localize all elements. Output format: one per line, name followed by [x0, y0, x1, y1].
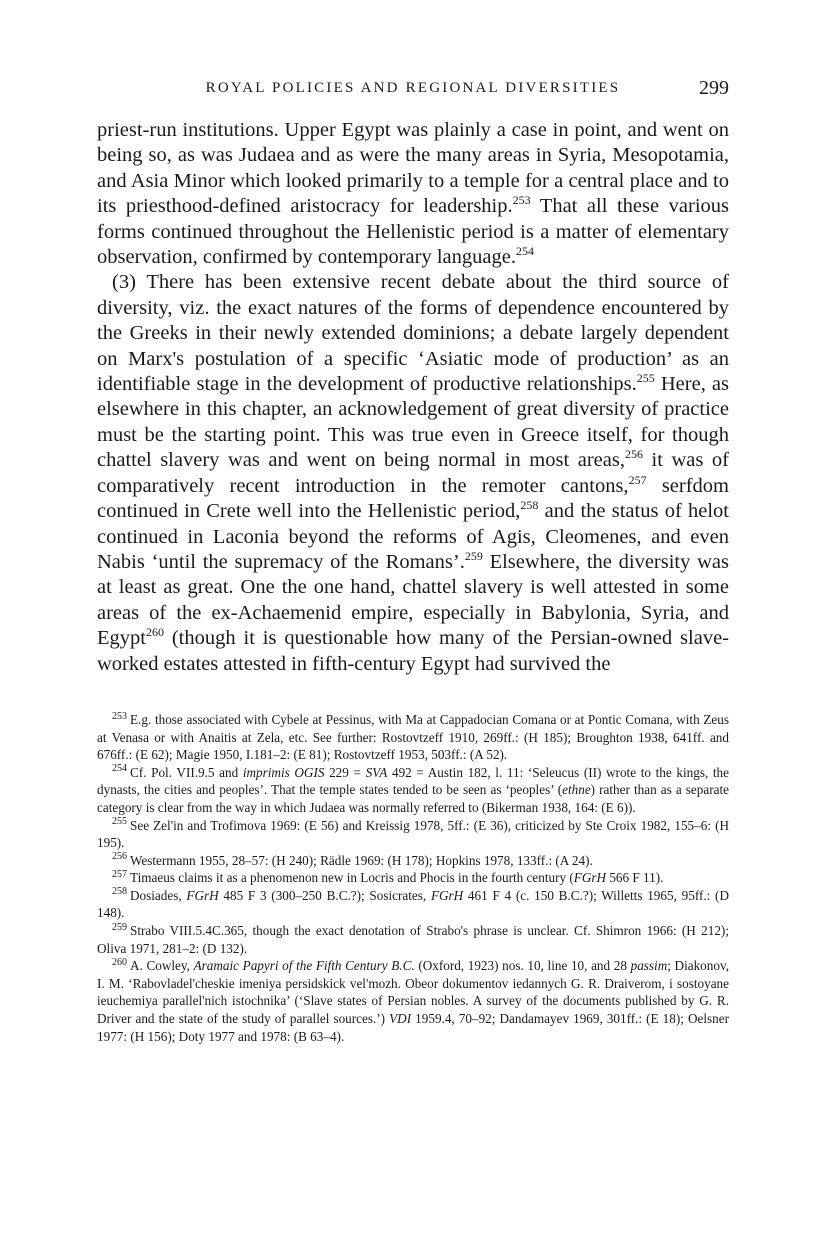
- main-text: [97, 118, 729, 677]
- book-page: [97, 77, 730, 1045]
- footnote-text: See Zel'in and Trofimova 1969: (E 56) and Kreissig 1978, 5ff.: (E 36), criticized by Ste Croix 1982, 155–6: (H 195).: [97, 817, 729, 851]
- footnote-italic: FGrH: [186, 887, 219, 903]
- footnote-number: 254: [112, 763, 127, 775]
- footnote-text: 461 F 4 (c. 150 B.C.?); Willetts 1965, 95ff.: (D 148).: [97, 887, 729, 921]
- footnote-259: [97, 922, 729, 957]
- footnote-ref-256[interactable]: 256: [624, 447, 643, 462]
- footnote-italic: FGrH: [430, 887, 464, 903]
- footnote-text: (Oxford, 1923) nos. 10, line 10, and 28: [414, 958, 631, 974]
- footnote-text: Westermann 1955, 28–57: (H 240); Rädle 1969: (H 178); Hopkins 1978, 133ff.: (A 24).: [130, 852, 593, 868]
- footnote-italic: ethne: [562, 782, 591, 798]
- text-run: (though it is questionable how many of the Persian-owned slave-worked estates attested in fifth-century Egypt had survived the: [97, 627, 729, 675]
- footnote-ref-260[interactable]: 260: [145, 625, 164, 640]
- footnote-256: [97, 852, 729, 870]
- paragraph-2: [97, 270, 729, 677]
- footnote-number: 257: [112, 868, 127, 880]
- running-head: [97, 77, 729, 102]
- footnote-text: E.g. those associated with Cybele at Pessinus, with Ma at Cappadocian Comana or at Pontic Comana, with Zeus at Venasa or with Anaitis at Zela, etc. See further: Rostovtzeff 1910, 269ff.: (H 185); Broughton 1938, 641ff. and 676ff.: (E 62); Magie 1950, I.181–2: (E 81); Rostovtzeff 1953, 503ff.: (A 52).: [97, 711, 729, 763]
- footnote-text: A. Cowley,: [130, 958, 194, 974]
- footnote-number: 258: [112, 886, 127, 898]
- footnote-253: [97, 711, 729, 764]
- footnote-text: Cf. Pol. VII.9.5 and: [130, 764, 243, 780]
- text-run: (3) There has been extensive recent debate about the third source of diversity, viz. the exact natures of the forms of dependence encountered by the Greeks in their newly extended dominions; a debate largely dependent on Marx's postulation of a specific ‘Asiatic mode of production’ as an identifiable stage in the development of productive relationships.: [97, 271, 729, 396]
- footnote-ref-254[interactable]: 254: [515, 244, 534, 259]
- footnote-text: 1959.4, 70–92; Dandamayev 1969, 301ff.: (E 18); Oelsner 1977: (H 156); Doty 1977 and 1978: (B 63–4).: [97, 1011, 729, 1044]
- footnote-text: ; Diakonov, I. M. ‘Rabovladel'cheskie imeniya persidskick vel'mozh. Obeor dokumentov iedannych G. R. Draiverom, i sostoyane ieuchemiya parallel'nich istochnika’ (‘Slave states of Persian nobles. A survey of the documents published by G. R. Driver and the state of the study of parallel sources.’): [97, 958, 729, 1027]
- footnote-text: Timaeus claims it as a phenomenon new in Locris and Phocis in the fourth century (: [130, 870, 574, 886]
- footnote-italic: Aramaic Papyri of the Fifth Century B.C.: [193, 958, 415, 974]
- footnote-ref-257[interactable]: 257: [628, 472, 647, 487]
- footnote-italic: FGrH: [573, 870, 607, 886]
- footnote-ref-255[interactable]: 255: [636, 371, 655, 386]
- footnote-257: [97, 869, 729, 887]
- footnote-italic: SVA: [365, 764, 388, 780]
- footnote-number: 256: [112, 851, 127, 863]
- text-run: Here, as elsewhere in this chapter, an acknowledgement of great diversity of practice must be the starting point. This was true even in Greece itself, for though chattel slavery was and went on being normal in most areas,: [97, 373, 729, 472]
- footnotes: [97, 711, 729, 1045]
- footnote-italic: imprimis OGIS: [242, 764, 325, 780]
- footnote-text: 229 =: [324, 764, 366, 780]
- footnote-italic: passim: [630, 958, 668, 974]
- footnote-number: 253: [112, 710, 127, 722]
- footnote-255: [97, 817, 729, 852]
- running-title: ROYAL POLICIES AND REGIONAL DIVERSITIES: [205, 80, 621, 96]
- footnote-258: [97, 887, 729, 922]
- footnote-ref-259[interactable]: 259: [464, 549, 483, 564]
- text-run: serfdom continued in Crete well into the Hellenistic period,: [97, 474, 729, 523]
- text-run: That all these various forms continued throughout the Hellenistic period is a matter of elementary observation, confirmed by contemporary language.: [97, 195, 729, 269]
- footnote-text: ) rather than as a separate category is clear from the way in which Judaea was normally referred to (Bikerman 1938, 164: (E 6)).: [97, 782, 729, 815]
- footnote-number: 259: [112, 921, 127, 933]
- footnote-text: 566 F 11).: [606, 870, 664, 886]
- footnote-text: Strabo VIII.5.4C.365, though the exact denotation of Strabo's phrase is unclear. Cf. Shimron 1966: (H 212); Oliva 1971, 281–2: (D 132).: [97, 923, 729, 956]
- text-run: it was of comparatively recent introduction in the remoter cantons,: [97, 449, 729, 497]
- text-run: and the status of helot continued in Laconia beyond the reforms of Agis, Cleomenes, and even Nabis ‘until the supremacy of the Romans’.: [97, 500, 729, 573]
- footnote-number: 260: [112, 956, 127, 968]
- paragraph-1: [97, 118, 729, 270]
- footnote-number: 255: [112, 816, 127, 828]
- footnote-254: [97, 764, 729, 817]
- text-run: priest-run institutions. Upper Egypt was plainly a case in point, and went on being so, as was Judaea and as were the many areas in Syria, Mesopotamia, and Asia Minor which looked primarily to a temple for a central place and to its priesthood-defined aristocracy for leadership.: [97, 119, 729, 218]
- text-run: Elsewhere, the diversity was at least as great. One the one hand, chattel slavery is well attested in some areas of the ex-Achaemenid empire, especially in Babylonia, Syria, and Egypt: [97, 550, 729, 650]
- footnote-text: 492 = Austin 182, l. 11: ‘Seleucus (II) wrote to the kings, the dynasts, the cities and peoples’. That the temple states tended to be seen as ‘peoples’ (: [97, 764, 730, 798]
- footnote-italic: VDI: [389, 1011, 412, 1027]
- footnote-260: [97, 957, 729, 1045]
- page-number: 299: [699, 77, 729, 99]
- footnote-ref-258[interactable]: 258: [520, 498, 539, 513]
- footnote-ref-253[interactable]: 253: [512, 193, 531, 208]
- footnote-text: Dosiades,: [130, 887, 187, 903]
- footnote-text: 485 F 3 (300–250 B.C.?); Sosicrates,: [218, 887, 431, 903]
